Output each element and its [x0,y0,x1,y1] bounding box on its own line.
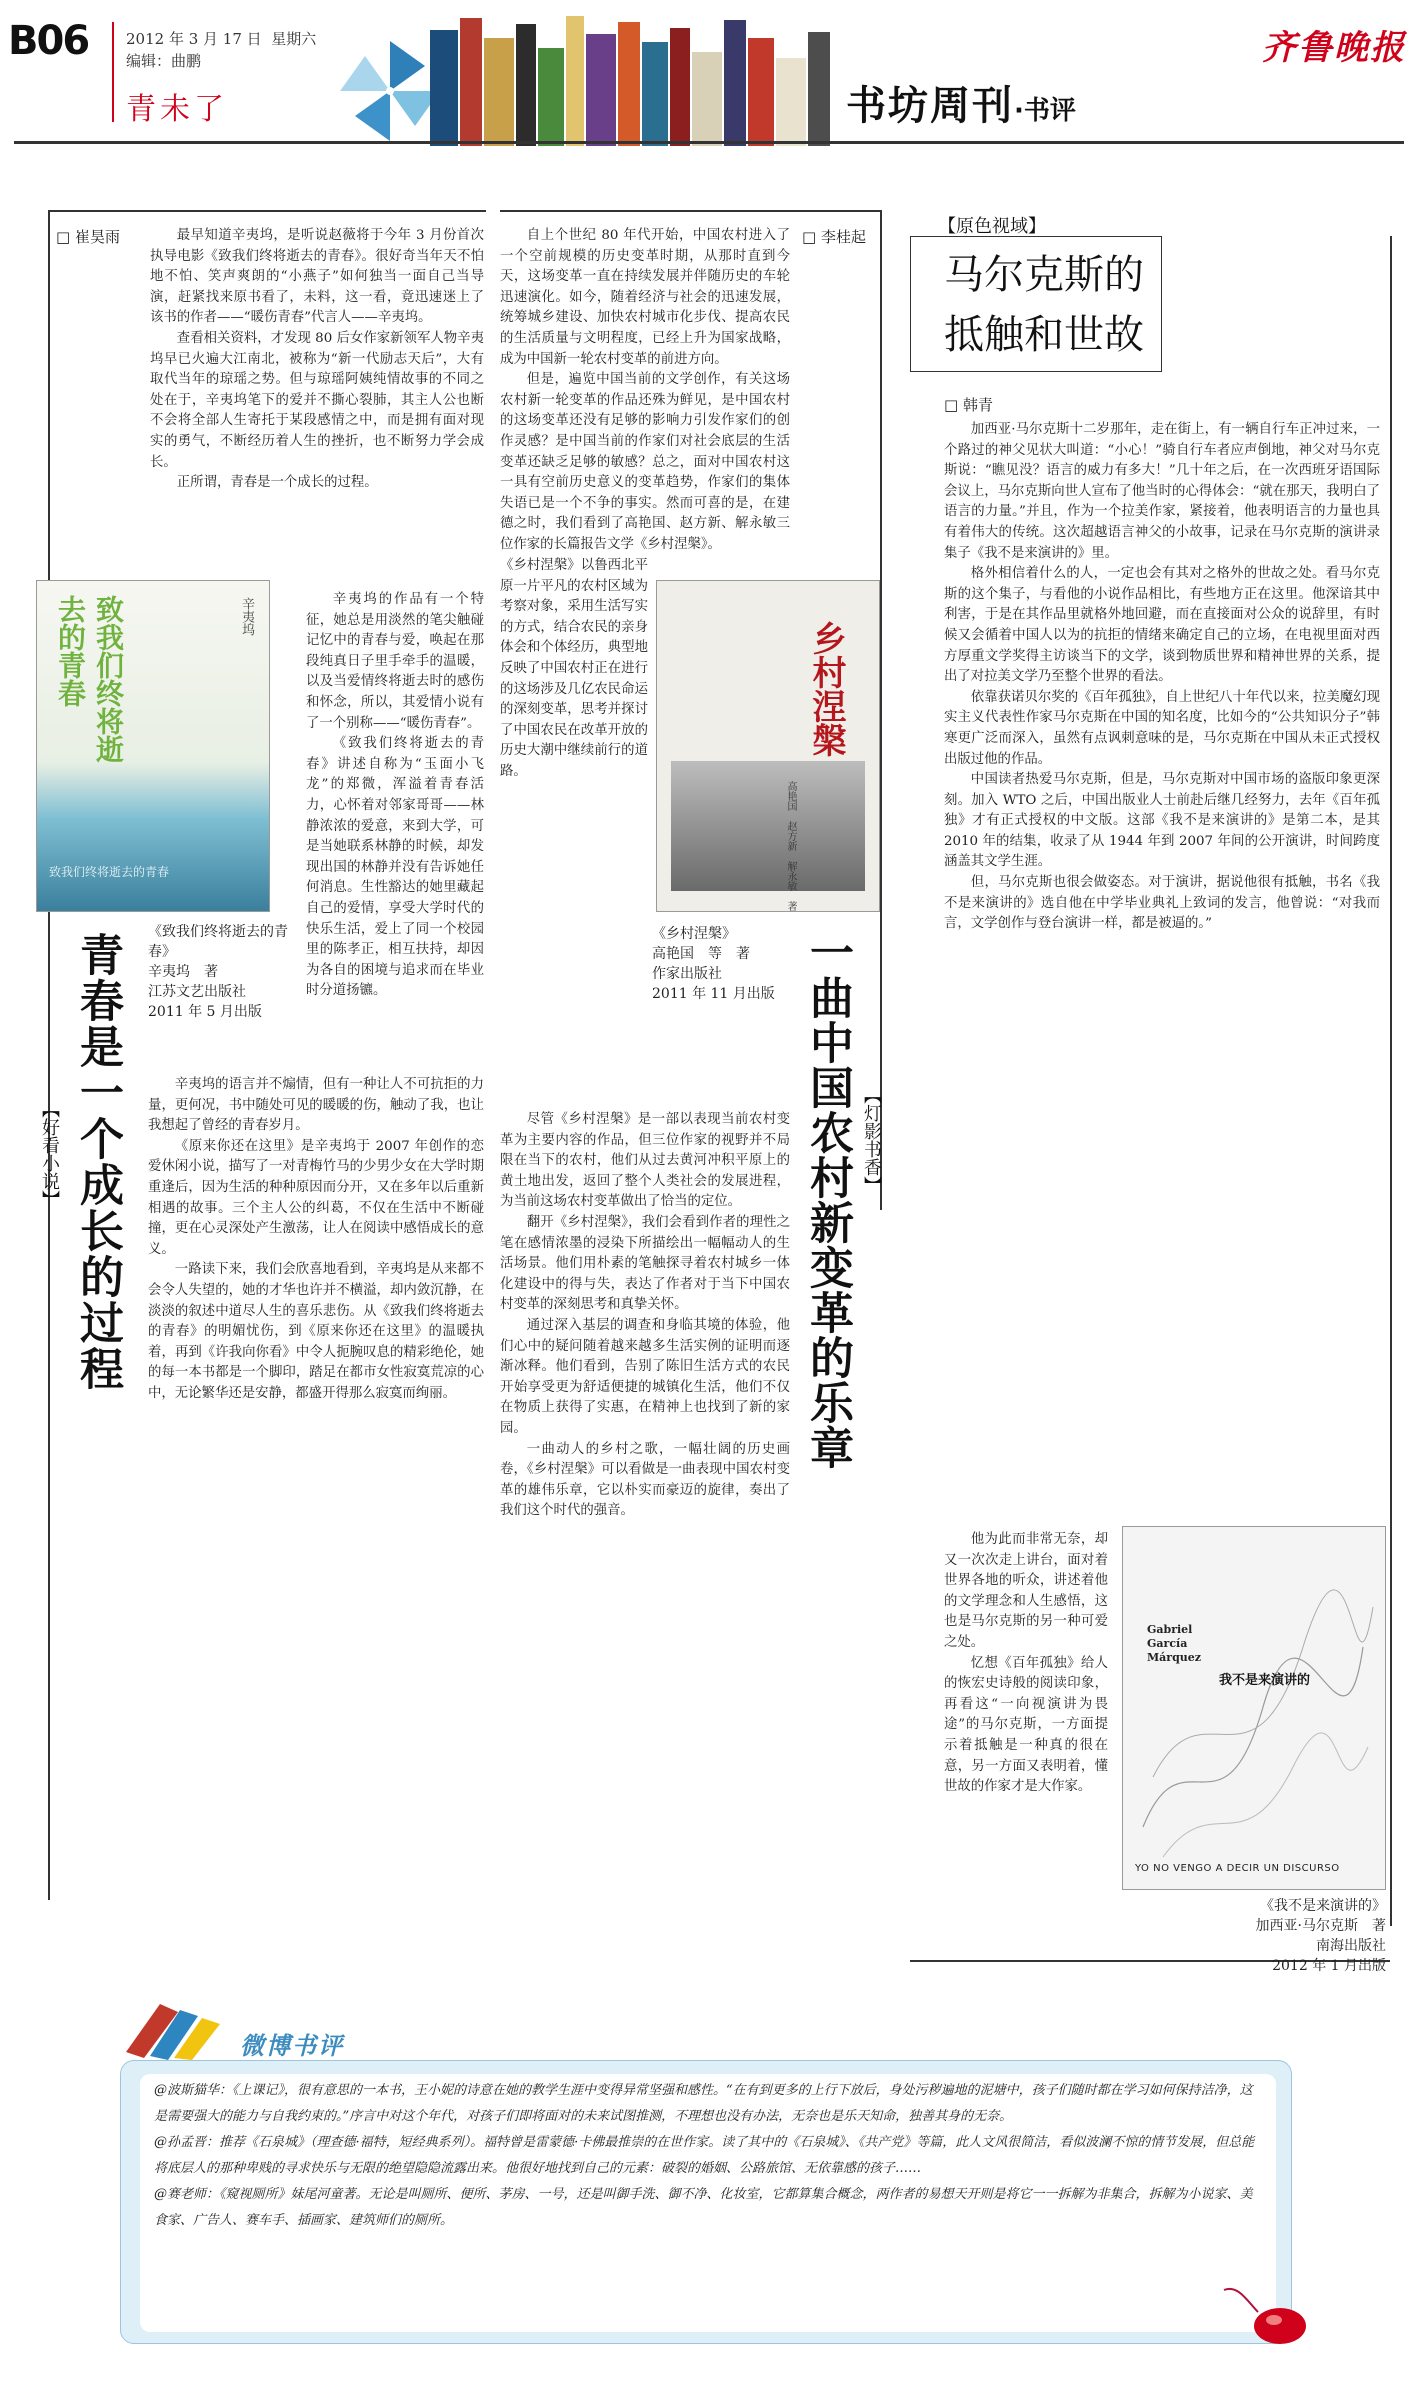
right-para: 格外相信着什么的人，一定也会有其对之格外的世故之处。看马尔克斯的这个集子，与看他的小说作品相比，有些地方正在这里。他深谙其中利害，于是在其作品里就格外地回避，而在直接面对公众的说辞里，有时候又会循着中国人以为的抗拒的情绪来确定自己的立场，在电视里面对西方厚重文学奖得主访谈当下的文学，谈到物质世界和精神世界的关系，提出了对拉美文学乃至整个世界的看法。 [944,566,1380,685]
cover-side-text: 高艳国 赵方新 解永敏 著 [785,781,796,911]
weibo-heading: 微博书评 [240,2031,344,2060]
page-number: B06 [8,18,89,64]
right-para: 但，马尔克斯也很会做姿态。对于演讲，据说他很有抵触，书名《我不是来演讲的》选自他在中学毕业典礼上致词的发言，他曾说：“对我而言，文学创作与登台演讲一样，都是被逼的。” [944,875,1380,932]
left-para: 辛夷坞的作品有一个特征，她总是用淡然的笔尖触碰记忆中的青春与爱，唤起在那段纯真日子里手牵手的温暖，以及当爱情终将逝去时的感伤和怀念，所以，其爱情小说有了一个别称——“暖伤青春”。 [306,592,484,731]
right-body-bottom [944,1530,1108,1930]
book-title: 《致我们终将逝去的青春》 [148,924,288,960]
weekday: 星期六 [271,30,317,48]
right-book-credit [1196,1896,1386,1976]
weibo-entry: @波斯猫华：《上课记》，很有意思的一本书，王小妮的诗意在她的教学生涯中变得异常坚强和感性。“在有到更多的上行下放后，身处污秽遍地的泥塘中，孩子们随时都在学习如何保持洁净，这是需要强大的能力与自我约束的。”序言中对这个年代，对孩子们即将面对的未来试图推测，不理想也没有办法，无奈也是乐天知命，独善其身的无奈。 [154,2083,1253,2124]
middle-category-tag: 【灯影书香】 [861,1086,882,1194]
book-publisher: 作家出版社 [652,966,722,982]
left-para: 最早知道辛夷坞，是听说赵薇将于今年 3 月份首次执导电影《致我们终将逝去的青春》。很好奇当年天不怕地不怕、笑声爽朗的“小燕子”如何独当一面自己当导演，赶紧找来原书看了，未料，这一看，竟迅速迷上了该书的作者——“暖伤青春”代言人——辛夷坞。 [150,228,484,326]
right-para: 他为此而非常无奈，却又一次次走上讲台，面对着世界各地的听众，讲述着他的文学理念和人生感悟，这也是马尔克斯的另一种可爱之处。 [944,1532,1108,1650]
middle-frame-top [500,210,880,212]
column-name: 青未了 [126,92,228,127]
cover-title-cn: 我不是来演讲的 [1219,1673,1311,1688]
weibo-entry: @孙孟晋：推荐《石泉城》（理查德·福特，短经典系列）。福特曾是雷蒙德·卡佛最推崇的在世作家。读了其中的《石泉城》、《共产党》等篇，此人文风很简洁，看似波澜不惊的情节发展，但总能将底层人的那种卑贱的寻求快乐与无限的绝望隐隐流露出来。他很好地找到自己的元素：破裂的婚姻、公路旅馆、无依靠感的孩子…… [154,2135,1255,2176]
middle-para: 《乡村涅槃》以鲁西北平原一片平凡的农村区域为考察对象，采用生活写实的方式，结合农民的亲身体会和个体经历，典型地反映了中国农村正在进行的这场涉及几亿农民命运的深刻变革，思考并探讨了中国农民在改革开放的历史大潮中继续前行的道路。 [500,558,648,779]
right-para: 加西亚·马尔克斯十二岁那年，走在街上，有一辆自行车正冲过来，一个路过的神父见状大叫道：“小心！”骑自行车者应声倒地，神父对马尔克斯说：“瞧见没？语言的威力有多大！”几十年之后，在一次西班牙语国际会议上，马尔克斯向世人宣布了他当时的心得体会：“就在那天，我明白了语言的力量。”并且，作为一个拉美作家，紧接着，他表明语言的力量也具有着伟大的传统。这次超越语言神父的小故事，记录在马尔克斯的演讲录集子《我不是来演讲的》里。 [944,422,1380,561]
book-date: 2011 年 11 月出版 [652,986,775,1002]
mouse-icon [1218,2282,1314,2352]
editor-line: 编辑：曲鹏 [126,52,202,70]
book-author: 高艳国 等 著 [652,946,750,962]
top-rule [14,141,1404,144]
paper-logo: 齐鲁晚报 [1262,28,1406,68]
book-title: 《乡村涅槃》 [652,926,736,942]
middle-book-credit [652,924,812,1004]
left-book-credit [148,922,288,1022]
right-headline-line1: 马尔克斯的 [944,252,1144,298]
left-frame-left [48,210,50,1900]
left-body-top [150,226,484,566]
book-publisher: 江苏文艺出版社 [148,984,246,1000]
middle-para: 通过深入基层的调查和身临其境的体验，他们心中的疑问随着越来越多生活实例的证明而逐渐冰释。他们看到，告别了陈旧生活方式的农民开始享受更为舒适便捷的城镇化生活，他们不仅在物质上获得了实惠，在精神上也找到了新的家园。 [500,1317,790,1436]
middle-frame-right [880,210,882,1210]
section-title-main: 书坊周刊 [846,83,1014,129]
middle-body-top [500,226,790,556]
right-body-top [944,420,1380,1530]
books-icon [120,1996,230,2060]
right-para: 忆想《百年孤独》给人的恢宏史诗般的阅读印象，再看这“一向视演讲为畏途”的马尔克斯，一方面提示着抵触是一种真的很在意，另一方面又表明着，懂世故的作家才是大作家。 [944,1655,1108,1795]
book-date: 2011 年 5 月出版 [148,1004,262,1020]
section-title-sub: ·书评 [1014,96,1076,126]
bookshelf-illustration [430,8,850,146]
middle-byline [802,226,866,247]
left-byline [56,226,120,247]
book-cover-middle [656,580,880,912]
left-para: 一路读下来，我们会欣喜地看到，辛夷坞是从来都不会令人失望的，她的才华也许并不横溢，却内敛沉静，在淡淡的叙述中道尽人生的喜乐悲伤。从《致我们终将逝去的青春》的明媚忧伤，到《原来你还在这里》的温暖执着，再到《许我向你看》中令人扼腕叹息的精彩绝伦，她的每一本书都是一个脚印，踏足在都市女性寂寞荒凉的心中，无论繁华还是安静，都盛开得那么寂寞而绚丽。 [148,1262,484,1401]
issue-date [126,28,316,49]
section-title [846,74,1076,131]
middle-para: 一曲动人的乡村之歌，一幅壮阔的历史画卷，《乡村涅槃》可以看做是一曲表现中国农村变革的雄伟乐章，它以朴实而豪迈的旋律，奏出了我们这个时代的强音。 [500,1441,790,1519]
middle-headline: 一曲中国农村新变革的乐章 [802,930,853,1470]
left-category-tag: 【好看小说】 [39,1100,60,1208]
book-publisher: 南海出版社 [1316,1938,1386,1954]
left-author: 崔昊雨 [74,228,120,246]
left-body-right [306,590,484,1074]
book-author: 辛夷坞 著 [148,964,218,980]
book-cover-right [1122,1526,1386,1890]
cover-scribble-art [1123,1527,1385,1889]
middle-para: 翻开《乡村涅槃》，我们会看到作者的理性之笔在感情浓墨的浸染下所描绘出一幅幅动人的生活场景。他们用朴素的笔触探寻着农村城乡一体化建设中的得与失，表达了作者对于当下中国农村变革的深刻思考和真挚关怀。 [500,1214,790,1313]
middle-body-left [500,556,648,1106]
right-author: 韩青 [962,396,993,414]
middle-body-bottom [500,1110,790,1900]
middle-para: 自上个世纪 80 年代开始，中国农村进入了一个空前规模的历史变革时期，从那时直到今天，这场变革一直在持续发展并伴随历史的车轮迅速演化。如今，随着经济与社会的迅速发展，统筹城乡建设、加快农村城市化步伐、提高农民的生活质量与文明程度，已经上升为国家战略，成为中国新一轮农村变革的前进方向。 [500,228,790,367]
weibo-entries [154,2078,1262,2328]
book-date: 2012 年 1 月出版 [1272,1958,1386,1974]
masthead-divider [112,22,114,122]
cover-photo [671,761,865,891]
right-category-tag: 【原色视域】 [938,216,1046,237]
middle-para: 尽管《乡村涅槃》是一部以表现当前农村变革为主要内容的作品，但三位作家的视野并不局限在当下的农村，他们从过去黄河冲积平原上的黄土地出发，返回了整个人类社会的发展进程，为当前这场农村变革做出了恰当的定位。 [500,1112,790,1210]
date: 2012 年 3 月 17 日 [126,30,262,48]
cover-bottom-text: 致我们终将逝去的青春 [49,865,170,879]
left-para: 辛夷坞的语言并不煽情，但有一种让人不可抗拒的力量，更何况，书中随处可见的暖暖的伤，触动了我，也让我想起了曾经的青春岁月。 [148,1077,484,1134]
book-author: 加西亚·马尔克斯 著 [1255,1918,1386,1934]
left-body-bottom [148,1075,484,1885]
book-cover-left [36,580,270,912]
left-para: 《致我们终将逝去的青春》讲述自称为“玉面小飞龙”的郑微，浑溢着青春活力，心怀着对邻家哥哥——林静浓浓的爱意，来到大学，可是当她联系林静的时候，却发现出国的林静并没有告诉她任何消息。生性豁达的她里藏起自己的爱情，享受大学时代的快乐生活，爱上了同一个校园里的陈孝正，相互扶持，却因为各自的困境与追求而在毕业时分道扬镳。 [306,736,484,999]
left-frame-top [48,210,486,212]
cover-title: 乡村涅槃 [806,621,846,757]
middle-author: 李桂起 [820,228,866,246]
cover-author-name: Gabriel García Márquez [1147,1623,1202,1664]
left-headline: 青春是一个成长的过程 [72,932,123,1392]
byline-box-icon: □ [944,396,959,414]
right-headline-line2: 抵触和世故 [944,312,1144,358]
byline-box-icon: □ [56,228,71,246]
weibo-entry: @赛老师：《窥视厕所》妹尾河童著。无论是叫厕所、便所、茅房、一号，还是叫御手洗、御不净、化妆室，它都算集合概念，两作者的易想天开则是将它一一拆解为非集合，拆解为小说家、美食家、广告人、赛车手、插画家、建筑师们的厕所。 [154,2187,1253,2228]
left-para: 《原来你还在这里》是辛夷坞于 2007 年创作的恋爱休闲小说，描写了一对青梅竹马的少男少女在大学时期重逢后，因为生活的种种原因而分开，又在多年以后重新相遇的故事。三个主人公的纠葛，不仅在生活中不断碰撞，更在心灵深处产生激荡，让人在阅读中感悟成长的意义。 [148,1138,484,1257]
left-para: 正所谓，青春是一个成长的过程。 [176,475,378,491]
middle-para: 但是，遍览中国当前的文学创作，有关这场农村新一轮变革的作品还殊为鲜见，是中国农村的这场变革还没有足够的影响力引发作家们的创作灵感？是中国当前的作家们对社会底层的生活变革还缺乏足够的敏感？总之，面对中国农村这一具有空前历史意义的变革趋势，作家们的集体失语已是一个不争的事实。然而可喜的是，在建德之时，我们看到了高艳国、赵方新、解永敏三位作家的长篇报告文学《乡村涅槃》。 [500,372,790,552]
right-byline [944,394,993,415]
cover-author: 辛夷坞 [239,597,254,636]
cover-title-es: YO NO VENGO A DECIR UN DISCURSO [1135,1863,1340,1874]
right-para: 依靠获诺贝尔奖的《百年孤独》，自上世纪八十年代以来，拉美魔幻现实主义代表性作家马尔克斯在中国的知名度，比如今的“公共知识分子”韩寒更广泛而深入，虽然有点讽刺意味的是，马尔克斯在中国从未正式授权出版过他的作品。 [944,689,1380,767]
cover-title: 致我们终将逝去的青春 [54,595,125,763]
right-frame-right [1390,236,1392,1926]
book-title: 《我不是来演讲的》 [1260,1898,1386,1914]
right-para: 中国读者热爱马尔克斯，但是，马尔克斯对中国市场的盗版印象更深刻。加入 WTO 之后，中国出版业人士前赴后继几经努力，去年《百年孤独》才有正式授权的中文版。这部《我不是来演讲的》是第二本，是其 2010 年的结集，收录了从 1944 年到 2007 年间的公开演讲，时间跨度涵盖其文学生涯。 [944,772,1380,870]
byline-box-icon: □ [802,228,817,246]
left-para: 查看相关资料，才发现 80 后女作家新领军人物辛夷坞早已火遍大江南北，被称为“新一代励志天后”，大有取代当年的琼瑶之势。但与琼瑶阿姨纯情故事的不同之处在于，辛夷坞笔下的爱并不撕心裂肺，其主人公也断不会将全部人生寄托于某段感情之中，而是拥有面对现实的勇气，不断经历着人生的挫折，也不断努力学会成长。 [150,330,484,470]
